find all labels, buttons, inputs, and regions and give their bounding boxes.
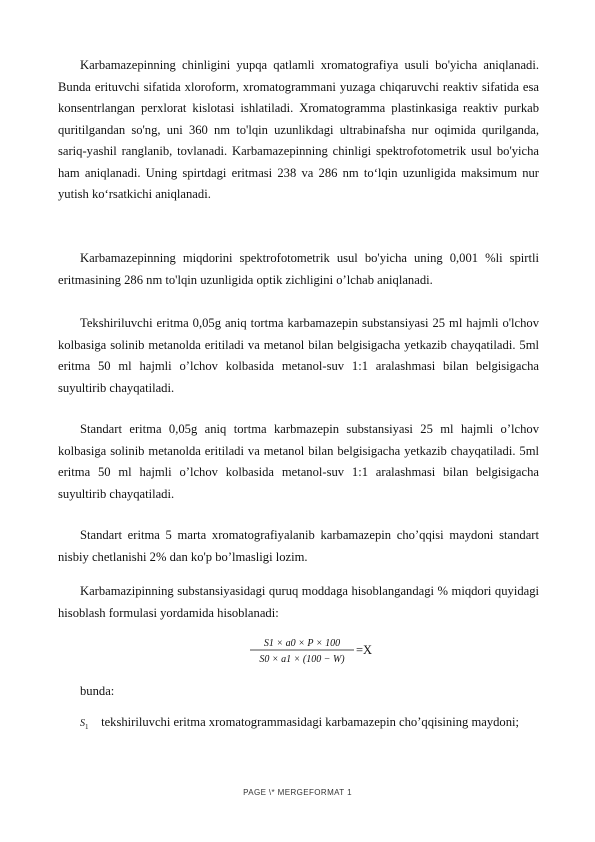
bunda-label: bunda:: [80, 684, 115, 698]
page-footer: PAGE \* MERGEFORMAT 1: [243, 788, 352, 797]
definition-s1: [58, 712, 539, 739]
paragraph-standard-solution: Standart eritma 0,05g aniq tortma karbmazepin substansiyasi 25 ml hajmli o’lchov kolbasiga solinib metanolda eritiladi va metanol bilan belgisigacha yetkazib chayqatiladi. 5ml eritma 50 ml hajmli o’lchov kolbasida metanol-suv 1:1 aralashmasi bilan belgisigacha suyultirib chayqatiladi.: [58, 422, 539, 501]
paragraph-chromatography: Standart eritma 5 marta xromatografiyalanib karbamazepin cho’qqisi maydoni standart nisbiy chetlanishi 2% dan ko'p bo’lmasligi lozim.: [58, 528, 539, 564]
paragraph-quantitative: Karbamazepinning miqdorini spektrofotometrik usul bo'yicha uning 0,001 %li spirtli eritmasining 286 nm to'lqin uzunligida optik zichligini o’lchab aniqlanadi.: [58, 251, 539, 287]
paragraph-identity: Karbamazepinning chinligini yupqa qatlamli xromatografiya usuli bo'yicha aniqlanadi. Bunda erituvchi sifatida xloroform, xromatogrammani yuzaga chiqaruvchi reaktiv sifatida esa konsentrlangan perxlorat kislotasi ishlatiladi. Xromatogramma plastinkasiga reaktiv purkab quritilgandan so'ng, uni 360 nm to'lqin uzunlikdagi ultrabinafsha nur oqimida qurilganda, sariq-yashil ranglanib, tovlanadi. Karbamazepinning chinligi spektrofotometrik usul bo'yicha ham aniqlanadi. Uning spirtdagi eritmasi 238 va 286 nm to‘lqin uzunligida maksimum nur yutish ko‘rsatkichi aniqlanadi.: [58, 58, 539, 201]
paragraph-test-solution: Tekshiriluvchi eritma 0,05g aniq tortma karbamazepin substansiyasi 25 ml hajmli o'lchov kolbasiga solinib metanolda eritiladi va metanol bilan belgisigacha yetkazib chayqatiladi. 5ml eritma 50 ml hajmli o’lchov kolbasida metanol-suv 1:1 aralashmasi bilan belgisigacha suyultirib chayqatiladi.: [58, 316, 539, 395]
formula-numerator: S1 × a0 × P × 100: [263, 638, 341, 649]
definition-text: tekshiriluvchi eritma xromatogrammasidagi karbamazepin cho’qqisining maydoni;: [101, 715, 520, 729]
symbol-s: $S_1$: [80, 718, 89, 731]
calculation-formula: [250, 634, 410, 668]
formula-denominator: S0 × a1 × (100 − W): [259, 654, 345, 665]
formula-result: =X: [356, 643, 373, 657]
paragraph-calculation: Karbamazipinning substansiyasidagi quruq moddaga hisoblangandagi % miqdori quyidagi hisoblash formulasi yordamida hisoblanadi:: [58, 584, 539, 620]
